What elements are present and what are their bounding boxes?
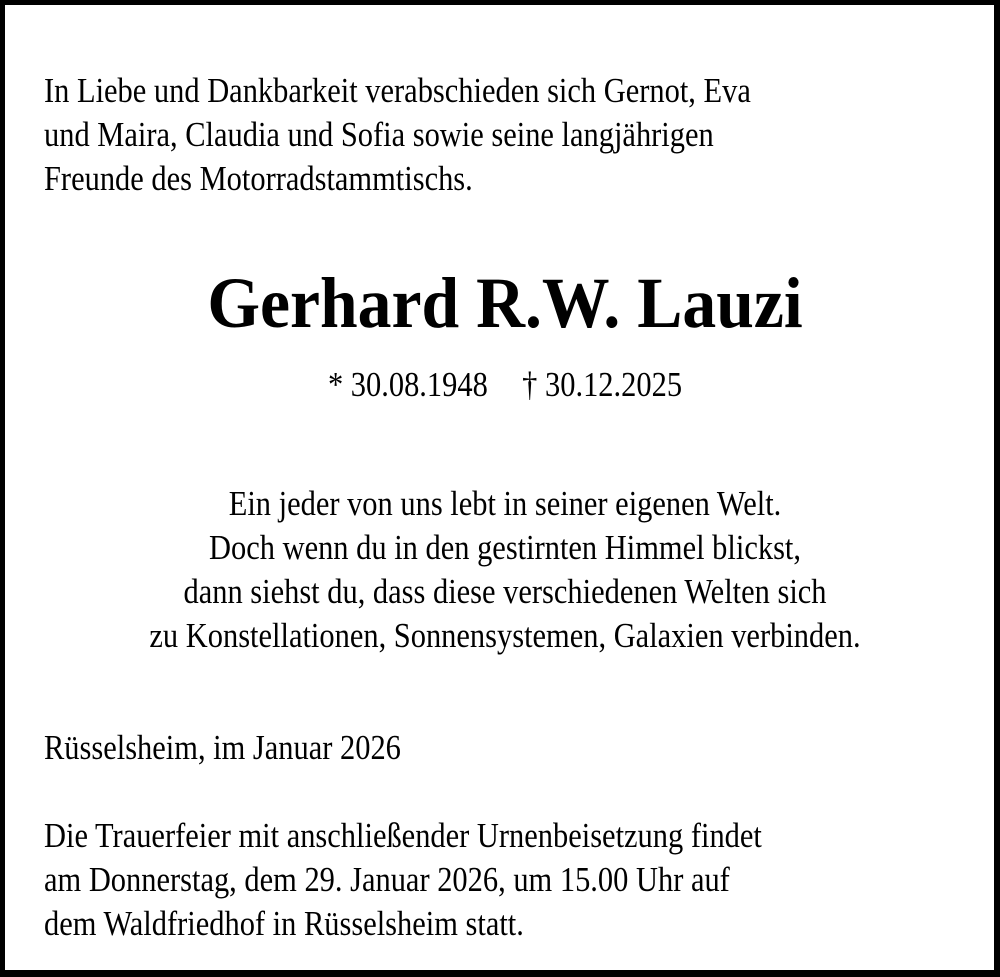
funeral-line: dem Waldfriedhof in Rüsselsheim statt. <box>44 904 524 943</box>
poem-line: zu Konstellationen, Sonnensystemen, Galaxien verbinden. <box>149 616 861 655</box>
funeral-line: am Donnerstag, dem 29. Januar 2026, um 15.00 Uhr auf <box>44 860 730 899</box>
intro-line: In Liebe und Dankbarkeit verabschieden sich Gernot, Eva <box>44 71 751 110</box>
life-dates <box>70 363 940 407</box>
birth-date: 30.08.1948 <box>350 365 488 404</box>
birth-star-icon: * <box>327 365 344 404</box>
death-date: 30.12.2025 <box>545 365 683 404</box>
place-date: Rüsselsheim, im Januar 2026 <box>44 728 401 767</box>
poem-line: dann siehst du, dass diese verschiedenen Welten sich <box>183 572 827 611</box>
poem-line: Ein jeder von uns lebt in seiner eigenen Welt. <box>228 484 782 523</box>
funeral-line: Die Trauerfeier mit anschließender Urnenbeisetzung findet <box>44 816 762 855</box>
death-cross-icon: † <box>522 365 538 404</box>
intro-line: Freunde des Motorradstammtischs. <box>44 159 473 198</box>
poem-line: Doch wenn du in den gestirnten Himmel blickst, <box>209 528 801 567</box>
intro-line: und Maira, Claudia und Sofia sowie seine langjährigen <box>44 115 714 154</box>
deceased-name: Gerhard R.W. Lauzi <box>207 263 803 343</box>
